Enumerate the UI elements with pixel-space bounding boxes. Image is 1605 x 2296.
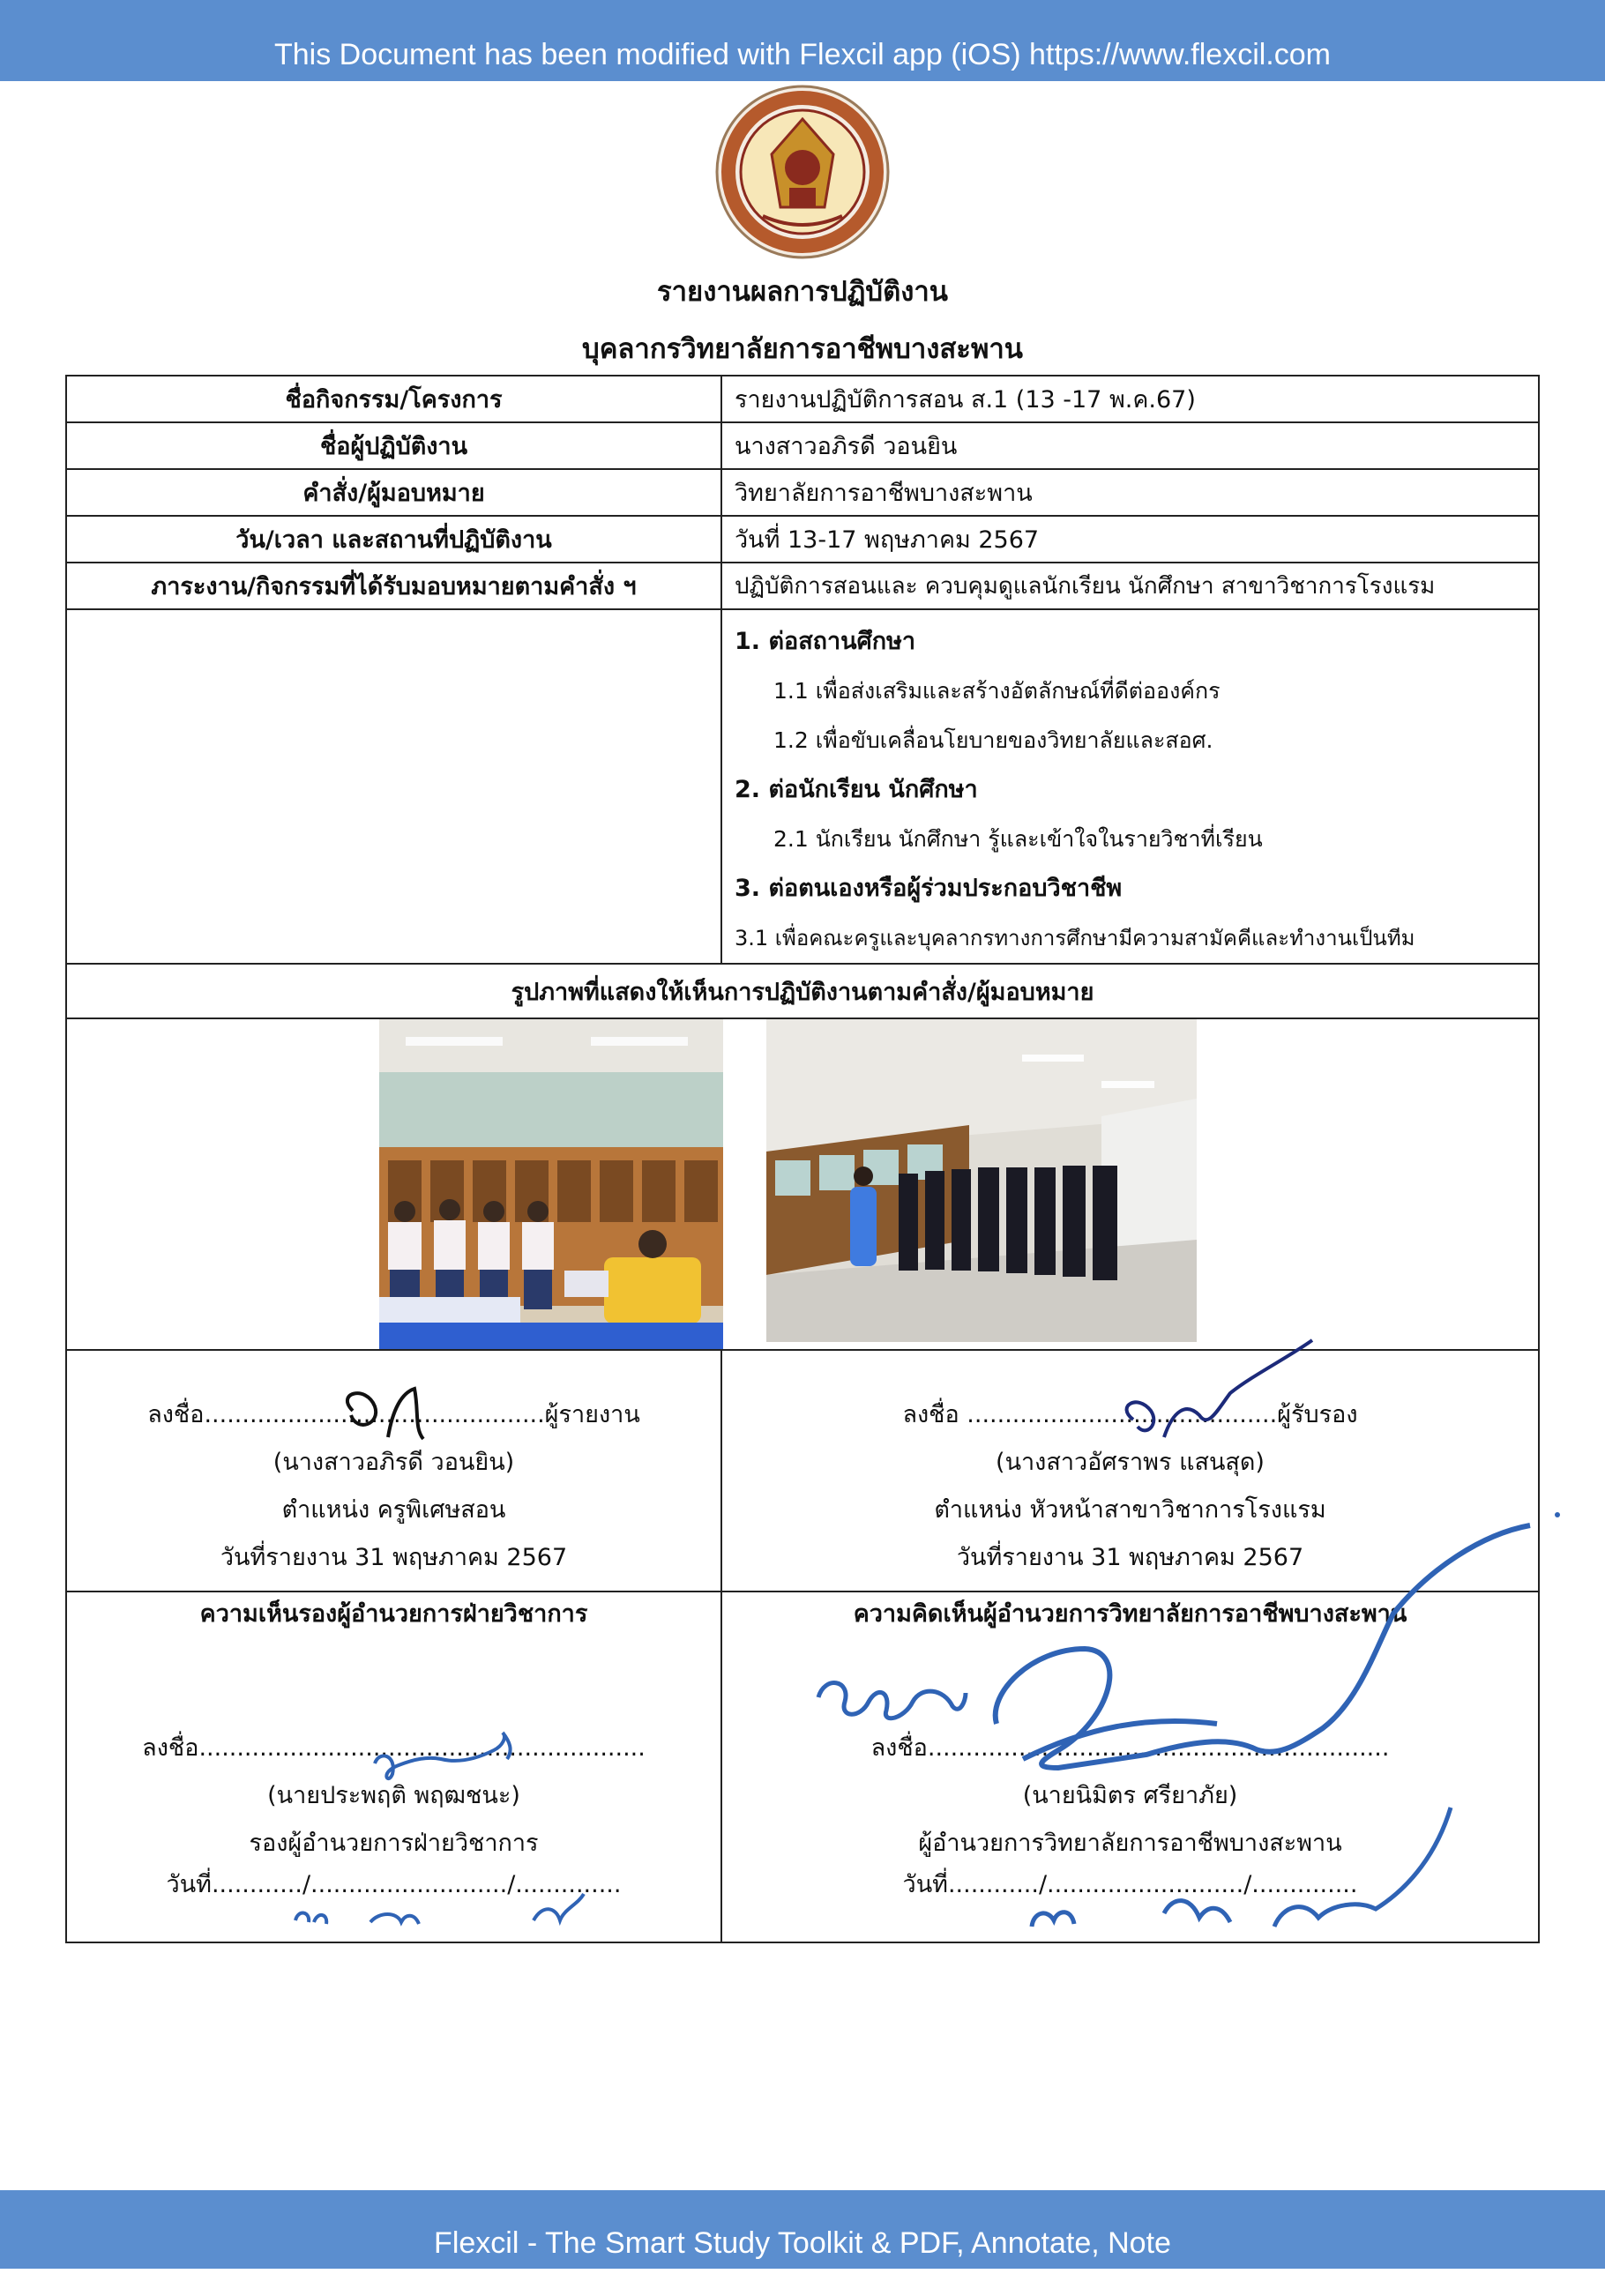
objective-item-1-2: 1.2 เพื่อขับเคลื่อนโยบายของวิทยาลัยและสอศ. [773, 727, 1213, 753]
certifier-sign-line: ลงชื่อ .........................................ผู้รับรอง [902, 1401, 1358, 1428]
objective-item-2-1: 2.1 นักเรียน นักศึกษา รู้และเข้าใจในรายวิชาที่เรียน [773, 826, 1263, 852]
director-name: (นายนิมิตร ศรียาภัย) [1022, 1782, 1238, 1809]
deputy-heading: ความเห็นรองผู้อำนวยการฝ่ายวิชาการ [199, 1600, 588, 1628]
activity-label: ชื่อกิจกรรม/โครงการ [66, 376, 721, 422]
performer-row [66, 422, 1539, 469]
objectives-blank-cell [66, 609, 721, 964]
document-subtitle: บุคลากรวิทยาลัยการอาชีพบางสะพาน [582, 333, 1023, 365]
activity-value: รายงานปฏิบัติการสอน ส.1 (13 -17 พ.ค.67) [721, 376, 1539, 422]
director-approval-block [735, 1592, 1526, 1903]
datetime-label: วัน/เวลา และสถานที่ปฏิบัติงาน [66, 516, 721, 563]
reporter-position: ตำแหน่ง ครูพิเศษสอน [281, 1496, 506, 1524]
photo-row [66, 1018, 1539, 1350]
director-date: วันที่............/........................../.............. [902, 1871, 1358, 1898]
objective-heading-3: 3. ต่อตนเองหรือผู้ร่วมประกอบวิชาชีพ [735, 875, 1123, 902]
order-row [66, 469, 1539, 516]
activity-row [66, 376, 1539, 422]
classroom-photo-1 [379, 1019, 723, 1349]
task-label: ภาระงาน/กิจกรรมที่ได้รับมอบหมายตามคำสั่ง ฯ [66, 563, 721, 609]
objective-heading-1: 1. ต่อสถานศึกษา [735, 628, 916, 655]
photo-cell [66, 1018, 1539, 1350]
datetime-value: วันที่ 13-17 พฤษภาคม 2567 [721, 516, 1539, 563]
director-heading: ความคิดเห็นผู้อำนวยการวิทยาลัยการอาชีพบางสะพาน [853, 1600, 1407, 1628]
deputy-position: รองผู้อำนวยการฝ่ายวิชาการ [249, 1830, 539, 1857]
performer-label: ชื่อผู้ปฏิบัติงาน [66, 422, 721, 469]
document-title: รายงานผลการปฏิบัติงาน [657, 276, 948, 308]
approval-row [66, 1592, 1539, 1942]
certifier-signature-cell [721, 1350, 1539, 1592]
task-value: ปฏิบัติการสอนและ ควบคุมดูแลนักเรียน นักศึกษา สาขาวิชาการโรงแรม [721, 563, 1539, 609]
order-label: คำสั่ง/ผู้มอบหมาย [66, 469, 721, 516]
college-seal-logo [710, 84, 895, 260]
report-table [65, 375, 1540, 1943]
certifier-name: (นางสาวอัศราพร แสนสุด) [996, 1449, 1265, 1476]
director-position: ผู้อำนวยการวิทยาลัยการอาชีพบางสะพาน [918, 1830, 1342, 1857]
bottom-banner-text: Flexcil - The Smart Study Toolkit & PDF, Annotate, Note [434, 2226, 1171, 2260]
reporter-signature-block [79, 1351, 708, 1582]
reporter-sign-line: ลงชื่อ.............................................ผู้รายงาน [147, 1401, 640, 1428]
deputy-sign-line: ลงชื่อ........................................................... [142, 1734, 646, 1762]
datetime-row [66, 516, 1539, 563]
bottom-watermark-banner [0, 2190, 1605, 2269]
signature-row [66, 1350, 1539, 1592]
deputy-comment-space [79, 1636, 708, 1725]
top-banner-text: This Document has been modified with Flexcil app (iOS) https://www.flexcil.com [273, 38, 1331, 71]
certifier-date: วันที่รายงาน 31 พฤษภาคม 2567 [956, 1544, 1304, 1571]
objective-item-3-1: 3.1 เพื่อคณะครูและบุคลากรทางการศึกษามีความสามัคคีและทำงานเป็นทีม [735, 926, 1415, 950]
performer-value: นางสาวอภิรดี วอนยิน [721, 422, 1539, 469]
deputy-approval-cell [66, 1592, 721, 1942]
deputy-date: วันที่............/........................../.............. [166, 1871, 622, 1898]
top-watermark-banner [0, 0, 1605, 81]
objective-heading-2: 2. ต่อนักเรียน นักศึกษา [735, 776, 978, 803]
objectives-row [66, 609, 1539, 964]
director-comment-space [735, 1636, 1526, 1725]
director-approval-cell [721, 1592, 1539, 1942]
director-sign-line: ลงชื่อ............................................................. [870, 1734, 1390, 1762]
deputy-approval-block [79, 1592, 708, 1903]
classroom-photo-2 [766, 1019, 1197, 1342]
photo-heading: รูปภาพที่แสดงให้เห็นการปฏิบัติงานตามคำสั่ง/ผู้มอบหมาย [66, 964, 1539, 1018]
order-value: วิทยาลัยการอาชีพบางสะพาน [721, 469, 1539, 516]
certifier-signature-block [735, 1351, 1526, 1582]
certifier-position: ตำแหน่ง หัวหน้าสาขาวิชาการโรงแรม [934, 1496, 1326, 1524]
task-row [66, 563, 1539, 609]
deputy-name: (นายประพฤติ พฤฒชนะ) [267, 1782, 520, 1809]
reporter-signature-cell [66, 1350, 721, 1592]
objective-item-1-1: 1.1 เพื่อส่งเสริมและสร้างอัตลักษณ์ที่ดีต่อองค์กร [773, 678, 1221, 704]
photo-heading-row [66, 964, 1539, 1018]
reporter-date: วันที่รายงาน 31 พฤษภาคม 2567 [220, 1544, 568, 1571]
reporter-name: (นางสาวอภิรดี วอนยิน) [272, 1449, 515, 1476]
objectives-list [721, 609, 1539, 964]
